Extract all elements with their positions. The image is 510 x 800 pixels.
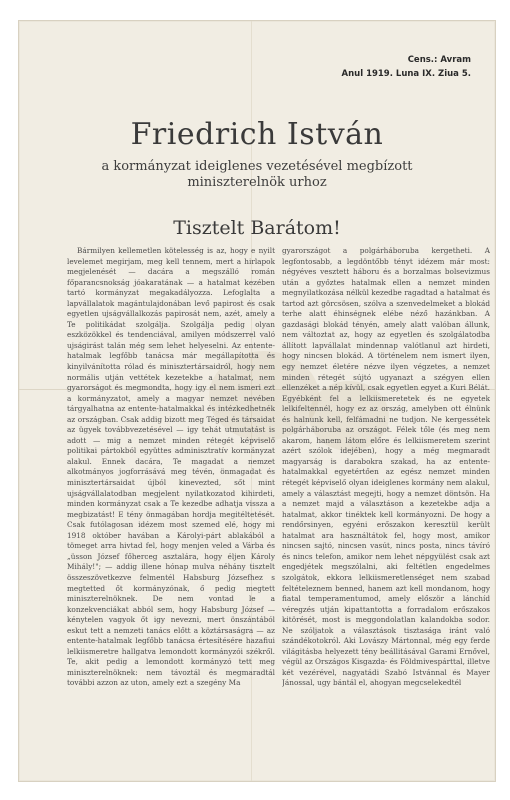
censor-stamp: [342, 53, 471, 81]
censor-line-2: Anul 1919. Luna IX. Ziua 5.: [341, 69, 471, 79]
censor-line-1: Cens.: Avram: [407, 55, 471, 65]
document-subtitle: a kormányzat ideiglenes vezetésével megbízott miniszterelnök urhoz: [101, 159, 413, 190]
body-column-right: gyarországot a polgárháboruba kergetheti. A legfontosabb, a legdöntőbb tényt idézem már most: négyéves vesztett háboru és a borzalmas bolsevizmus után a győztes hatalmak ellen a nemzet minden megnyilatkozása nélkül kezedbe ragadtad a hatalmat és tartod azt görcsösen, szólva a szenvedelmeket a blokád terhe alatt éhinségnek elébe néző hazánkban. A gazdasági blokád tényén, amely alatt valóban állunk, nem változtat az, hogy az egyetlen és szolgálatodba állított lapvállalat mindennap valótlanul azt hirdeti, hogy nincsen blokád. A történelem nem ismert ilyen, egy nemzet életére nézve ilyen végzetes, a nemzet minden rétegét sújtó ugyanazt a szégyen ellen ellenzéket a nép kívül, csak egyetlen egyet a Kuri Bélát. Egyébként fel a lelkiismeretetek és ne egyetek lelkifeltennél, hogy ez az ország, amelyben ott élnünk és halnunk kell, felfámadni ne tudjon. Ne kergessétek polgárháboruba az országot. Félek tőle (és meg nem akarom, hanem látom előre és lelkiismeretem szerint azért szólok idejében), hogy a még megmaradt magyarság is darabokra szakad, ha az entente-hatalmakkal egyetértően az egész nemzet minden rétegét képviselő olyan ideiglenes kormány nem alakul, amely a választást megejti, hogy a nemzet döntsön. Ha a nemzet majd a választáson a kezetekbe adja a hatalmat, akkor tinéktek kell kormányozni. De hogy a rendőrsinyen, egyéni erőszakon keresztül került hatalmat ara használtátok fel, hogy most, amikor nincsen sajtó, nincsen vasút, nincs posta, nincs távíró és nincs telefon, amikor nem lehet népgyülést csak azt engedjétek megszólalni, aki feltétlen engedelmes szolgátok, ekkora lelkiismeretlenséget nem szabad feltételeznem benned, hanem azt kell mondanom, hogy fiatal temperamentumod, amely először a lánchíd véregzés utján kipattantotta a forradalom erőszakos kitörését, most is meggondolatlan kalandokba sodor. Ne szóljatok a választások tisztasága iránt való szándékotokról. Aki Lovászy Mártonnal, még egy ferde világitásba helyezett tény beállitásával Garami Ernővel, végül az Országos Kisgazda- és Földmivespárttal, illetve két vezérével, nagyatádi Szabó Istvánnal és Mayer Jánossal, ugy bántál el, ahogyan megcselekedtél: [282, 246, 490, 688]
document-title: Friedrich István: [130, 117, 384, 152]
body-column-left: Bármilyen kellemetlen kötelesség is az, hogy e nyilt levelemet megirjam, meg kell tennem, mert a hirlapok megjelenését — dacára a megszálló román főparancsnokság jóakaratának — a hatalmat kezében tartó kormányzat megakadályozza. Lefoglalta a lapvállalatok magántulajdonában levő papirost és csak egyetlen ujságvállalkozás papirosát nem, azét, amely a Te politikádat szolgálja. Szolgálja pedig olyan eszközökkel és tendenciával, amilyen módszerrel való ujságirást talán még sem lehet helyeselni. Az entente-hatalmak legfőbb tanácsa már megállapította és kinyilvánította rólad és minisztertársaidról, hogy nem normális utján vettétek kezetekbe a hatalmat, nem gyarorságot és megmondta, hogy igy el nem ismeri ezt a kormányzatot, amely a magyar nemzet nevében tárgyalhatna az entente-hatalmakkal és intézkedhetnék az országban. Csak addig bizott meg Téged és társaidat az ügyek továbbvezetésével — igy tehát utmutatást is adott — mig a nemzet minden rétegét képviselő politikai pártokból együttes adminisztratív kormányzat alakul. Ennek dacára, Te magadat a nemzet alkotmányos jogforrásává meg tévén, önmagadat és minisztertársaidat újból kinevezted, sőt mint ujságvállalatodban megjelent nyilatkozatod kihirdeti, minden kormányzat csak a Te kezedbe adhatja vissza a megbizatást! E tény önmagában hordja megitéltetését. Csak futólagosan idézem most szemed elé, hogy mi 1918 október havában a Károlyi-párt ablakából a tömeget arra hivtad fel, hogy menjen veled a Várba és „üsson József főherceg asztalára, hogy éljen Károly Mihály!"; — addig illene hónap mulva néhány tisztelt összeszövetkezve felmentél Habsburg Józsefhez s megtetted őt kormányzónak, ő pedig megtett miniszterelnöknek. De nem vontad le a konzekvenciákat abból sem, hogy Habsburg József — kénytelen vagyok őt igy nevezni, mert önszántából eskut tett a nemzeti tanács előtt a köztársaságra — az entente-hatalmak legfőbb tanácsa értesítésére hazafiui lelkiismeretre hallgatva lemondott kormányzói székről. Te, akit pedig a lemondott kormányzó tett meg miniszterelnöknek: nem távoztál és megmaradtál további azzon az uton, amely ezt a szegény Ma: [67, 246, 275, 688]
greeting: Tisztelt Barátom!: [173, 217, 341, 239]
